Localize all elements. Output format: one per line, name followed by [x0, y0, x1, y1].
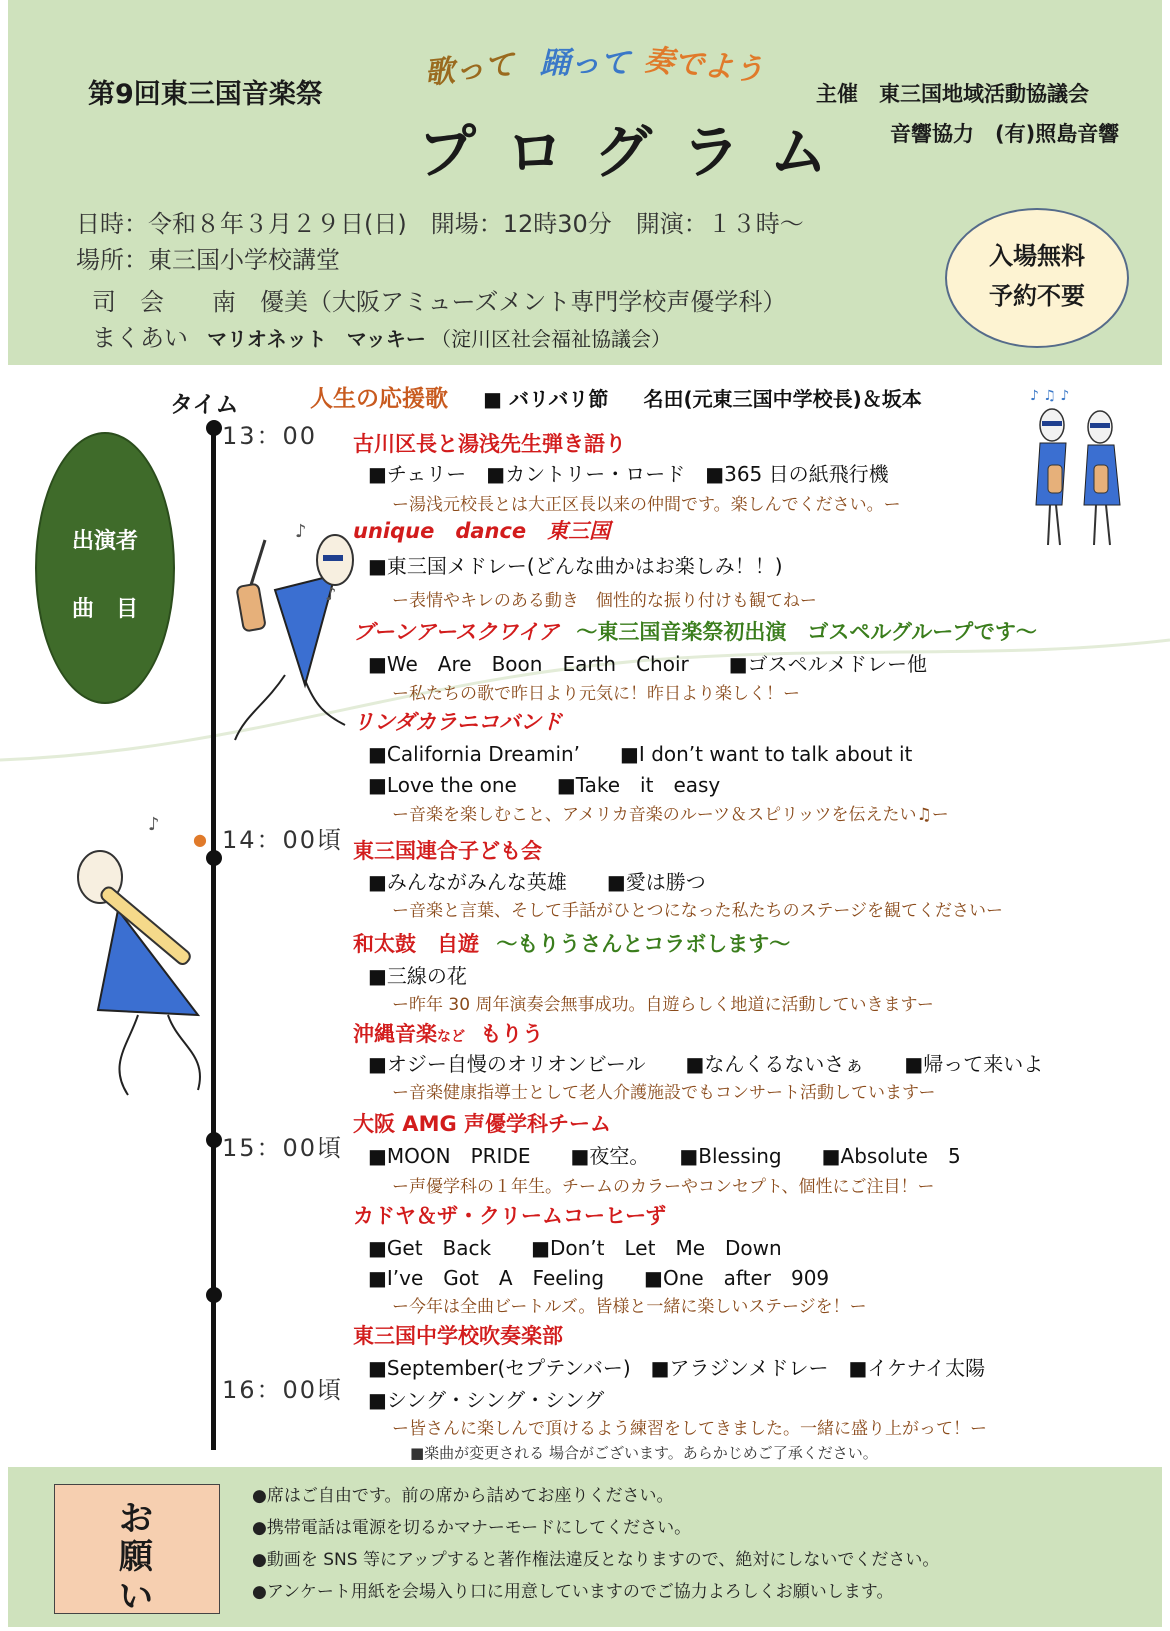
oval-performers-label: 出演者 — [71, 529, 138, 554]
act-songs: ■I’ve Got A Feeling ■One after 909 — [368, 1266, 830, 1290]
time-1500: 15：00頃 — [222, 1134, 344, 1162]
act-songs: ■三線の花 — [368, 964, 467, 988]
intermission-org: （淀川区社会福祉協議会） — [431, 327, 671, 351]
notice-item: ●動画を SNS 等にアップすると著作権法違反となりますので、絶対にしないでください。 — [252, 1550, 940, 1570]
svg-text:♪ ♫ ♪: ♪ ♫ ♪ — [1030, 388, 1070, 404]
free-admission-badge — [945, 208, 1129, 348]
act-songs: ■東三国メドレー(どんな曲かはお楽しみ！！) — [368, 554, 783, 578]
opening-title: 人生の応援歌 — [310, 386, 448, 412]
time-column-label: タイム — [170, 392, 239, 418]
act-songs: ■みんながみんな英雄 ■愛は勝つ — [368, 870, 706, 894]
svg-text:♪: ♪ — [295, 521, 307, 542]
saxophonist-illustration — [68, 815, 248, 1105]
svg-text:●: ● — [193, 830, 207, 849]
slogan-dance: 踊って — [540, 46, 630, 81]
time-1300: 13：00 — [222, 422, 318, 450]
act-title: 東三国連合子ども会 — [353, 839, 542, 863]
event-venue: 場所：東三国小学校講堂 — [76, 246, 340, 274]
act-songs: ■September(セプテンバー) ■アラジンメドレー ■イケナイ太陽 — [368, 1356, 986, 1380]
opening-performer: 名田(元東三国中学校長)＆坂本 — [643, 387, 922, 411]
act-songs: ■Get Back ■Don’t Let Me Down — [368, 1236, 782, 1260]
act-songs: ■シング・シング・シング — [368, 1388, 605, 1412]
act-comment: ー音楽を楽しむこと、アメリカ音楽のルーツ＆スピリッツを伝えたい♫ー — [392, 805, 949, 825]
act-songs: ■チェリー ■カントリー・ロード ■365 日の紙飛行機 — [368, 462, 889, 486]
organizer: 主催 東三国地域活動協議会 — [816, 82, 1089, 106]
intermission — [92, 318, 671, 353]
slogan-play: 奏でよう — [642, 42, 765, 89]
intermission-label: まくあい — [92, 324, 188, 352]
time-1400: 14：00頃 — [222, 826, 344, 854]
singers-illustration — [1020, 385, 1140, 555]
onegai-char: い — [119, 1577, 153, 1617]
notice-item: ●アンケート用紙を会場入り口に用意していますのでご協力よろしくお願いします。 — [252, 1582, 894, 1602]
act-comment: ー今年は全曲ビートルズ。皆様と一緒に楽しいステージを！ー — [392, 1297, 867, 1317]
time-1600: 16：00頃 — [222, 1376, 344, 1404]
footnote: ■楽曲が変更される 場合がございます。あらかじめご了承ください。 — [410, 1444, 878, 1462]
notice-item: ●席はご自由です。前の席から詰めてお座りください。 — [252, 1486, 674, 1506]
act-comment: ー声優学科の１年生。チームのカラーやコンセプト、個性にご注目！ー — [392, 1177, 935, 1197]
opening-act — [310, 380, 922, 413]
timeline-dot — [206, 1132, 222, 1148]
notice-item: ●携帯電話は電源を切るかマナーモードにしてください。 — [252, 1518, 692, 1538]
badge-free: 入場無料 — [989, 242, 1085, 270]
timeline-dot — [206, 1287, 222, 1303]
act-songs: ■California Dreamin’ ■I don’t want to talk about it — [368, 742, 913, 766]
act-title — [353, 1018, 543, 1048]
act-comment: ー音楽と言葉、そして手話がひとつになった私たちのステージを観てくださいー — [392, 901, 1003, 921]
act-title-main: 和太鼓 自遊 — [353, 932, 479, 956]
sound-support: 音響協力 (有)照島音響 — [890, 122, 1120, 146]
act-title-tail: もりう — [480, 1022, 544, 1046]
slogan-sing: 歌って — [422, 47, 516, 92]
act-title: リンダカラニコバンド — [353, 710, 563, 734]
act-title — [353, 928, 790, 958]
act-songs: ■オジー自慢のオリオンビール ■なんくるないさぁ ■帰って来いよ — [368, 1052, 1044, 1076]
act-comment: ー湯浅元校長とは大正区長以来の仲間です。楽しんでください。ー — [392, 495, 901, 515]
act-subtitle: 〜もりうさんとコラボします〜 — [496, 932, 791, 956]
act-title: 東三国中学校吹奏楽部 — [353, 1324, 563, 1348]
svg-text:♪: ♪ — [325, 584, 337, 605]
program-title: プログラム — [418, 118, 858, 186]
onegai-char: 願 — [119, 1537, 153, 1577]
footer-panel — [8, 1467, 1162, 1627]
act-songs: ■MOON PRIDE ■夜空。 ■Blessing ■Absolute 5 — [368, 1144, 961, 1168]
act-songs: ■Love the one ■Take it easy — [368, 773, 721, 797]
performers-oval — [35, 432, 175, 704]
event-mc: 司 会 南 優美（大阪アミューズメント専門学校声優学科） — [92, 288, 787, 316]
act-title: カドヤ＆ザ・クリームコーヒーず — [353, 1204, 667, 1228]
act-songs: ■We Are Boon Earth Choir ■ゴスペルメドレー他 — [368, 652, 928, 676]
act-comment: ー私たちの歌で昨日より元気に！昨日より楽しく！ー — [392, 684, 800, 704]
act-title: 古川区長と湯浅先生弾き語り — [353, 432, 626, 456]
onegai-char: お — [119, 1499, 153, 1539]
event-title: 第9回東三国音楽祭 — [88, 79, 323, 110]
badge-no-reservation: 予約不要 — [989, 282, 1085, 310]
opening-song: ■ バリバリ節 — [483, 387, 609, 411]
act-title-main: ブーンアースクワイア — [353, 620, 560, 644]
onegai-box — [54, 1484, 220, 1617]
intermission-name: マリオネット マッキー — [207, 327, 426, 351]
event-datetime: 日時：令和８年３月２９日(日) 開場：12時30分 開演：１３時〜 — [76, 210, 804, 238]
svg-text:♪: ♪ — [148, 815, 160, 835]
act-comment: ー昨年 30 周年演奏会無事成功。自遊らしく地道に活動していきますー — [392, 995, 934, 1015]
act-comment: ー表情やキレのある動き 個性的な振り付けも観てねー — [392, 591, 817, 611]
act-title — [353, 616, 1037, 646]
act-comment: ー皆さんに楽しんで頂けるよう練習をしてきました。一緒に盛り上がって！ー — [392, 1419, 987, 1439]
act-comment: ー音楽健康指導士として老人介護施設でもコンサート活動していますー — [392, 1083, 936, 1103]
act-title-small: など — [437, 1029, 465, 1045]
oval-songs-label: 曲 目 — [71, 597, 138, 622]
timeline-dot — [206, 420, 222, 436]
act-subtitle: 〜東三国音楽祭初出演 ゴスペルグループです〜 — [576, 620, 1037, 644]
act-title: unique dance 東三国 — [353, 519, 611, 543]
act-title-main: 沖縄音楽 — [353, 1022, 437, 1046]
act-title: 大阪 AMG 声優学科チーム — [353, 1112, 612, 1136]
